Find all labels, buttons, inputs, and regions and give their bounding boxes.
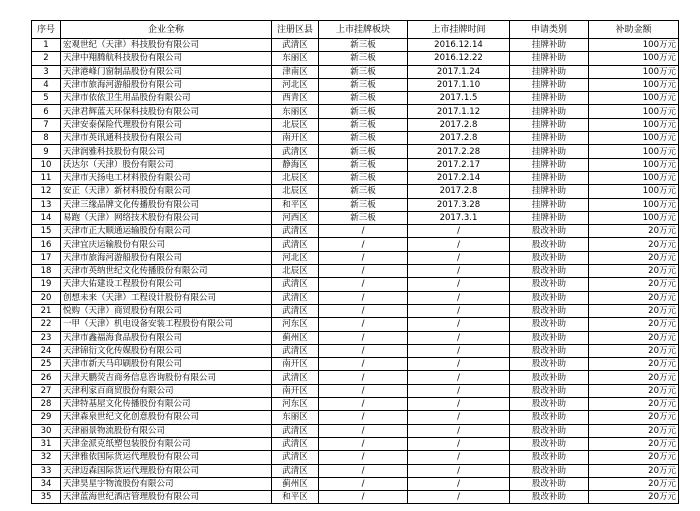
table-row bbox=[32, 251, 679, 264]
cell-company: 天津市正大顺通运输股份有限公司 bbox=[61, 225, 272, 238]
cell-amount: 100万元 bbox=[589, 198, 679, 211]
table-row bbox=[32, 105, 679, 118]
table-row bbox=[32, 451, 679, 464]
table-row bbox=[32, 225, 679, 238]
cell-company: 天津蓝海世纪酒店管理股份有限公司 bbox=[61, 491, 272, 504]
cell-no: 21 bbox=[32, 304, 61, 317]
cell-date: / bbox=[408, 238, 510, 251]
table-row bbox=[32, 384, 679, 397]
cell-company: 天津安泰保险代理股份有限公司 bbox=[61, 118, 272, 131]
cell-amount: 100万元 bbox=[589, 78, 679, 91]
table-row bbox=[32, 198, 679, 211]
header-cell-amount: 补助金额 bbox=[589, 21, 679, 39]
cell-type: 股改补助 bbox=[510, 384, 589, 397]
cell-no: 16 bbox=[32, 238, 61, 251]
cell-company: 悦购（天津）商贸股份有限公司 bbox=[61, 304, 272, 317]
cell-type: 股改补助 bbox=[510, 225, 589, 238]
cell-no: 7 bbox=[32, 118, 61, 131]
cell-company: 天津金派克纸塑包装股份有限公司 bbox=[61, 437, 272, 450]
cell-date: / bbox=[408, 318, 510, 331]
cell-date: / bbox=[408, 464, 510, 477]
cell-district: 蓟州区 bbox=[272, 477, 319, 490]
cell-date: 2016.12.22 bbox=[408, 52, 510, 65]
cell-district: 北辰区 bbox=[272, 265, 319, 278]
cell-amount: 20万元 bbox=[589, 251, 679, 264]
cell-company: 天津宜庆运输股份有限公司 bbox=[61, 238, 272, 251]
table-row bbox=[32, 464, 679, 477]
cell-amount: 20万元 bbox=[589, 318, 679, 331]
table-row bbox=[32, 411, 679, 424]
cell-no: 10 bbox=[32, 158, 61, 171]
cell-no: 20 bbox=[32, 291, 61, 304]
table-row bbox=[32, 78, 679, 91]
cell-company: 易跑（天津）网络技术股份有限公司 bbox=[61, 211, 272, 224]
cell-board: / bbox=[319, 437, 408, 450]
cell-amount: 100万元 bbox=[589, 65, 679, 78]
table-header-row bbox=[32, 21, 679, 39]
cell-district: 武清区 bbox=[272, 451, 319, 464]
cell-amount: 20万元 bbox=[589, 371, 679, 384]
cell-board: / bbox=[319, 304, 408, 317]
cell-no: 30 bbox=[32, 424, 61, 437]
cell-type: 股改补助 bbox=[510, 318, 589, 331]
cell-no: 15 bbox=[32, 225, 61, 238]
cell-district: 河北区 bbox=[272, 251, 319, 264]
cell-amount: 20万元 bbox=[589, 464, 679, 477]
cell-no: 22 bbox=[32, 318, 61, 331]
header-cell-no: 序号 bbox=[32, 21, 61, 39]
cell-type: 股改补助 bbox=[510, 331, 589, 344]
cell-company: 天津润雅科技股份有限公司 bbox=[61, 145, 272, 158]
cell-no: 32 bbox=[32, 451, 61, 464]
cell-amount: 100万元 bbox=[589, 92, 679, 105]
cell-board: 新三板 bbox=[319, 78, 408, 91]
cell-type: 股改补助 bbox=[510, 398, 589, 411]
table-row bbox=[32, 318, 679, 331]
cell-district: 东丽区 bbox=[272, 52, 319, 65]
cell-date: / bbox=[408, 371, 510, 384]
cell-company: 天津锦衍文化传媒股份有限公司 bbox=[61, 344, 272, 357]
cell-company: 天津雅依国际货运代理股份有限公司 bbox=[61, 451, 272, 464]
table-row bbox=[32, 171, 679, 184]
cell-amount: 20万元 bbox=[589, 477, 679, 490]
table-row bbox=[32, 371, 679, 384]
cell-amount: 20万元 bbox=[589, 344, 679, 357]
cell-district: 南开区 bbox=[272, 384, 319, 397]
table-row bbox=[32, 424, 679, 437]
cell-amount: 100万元 bbox=[589, 39, 679, 52]
cell-district: 武清区 bbox=[272, 304, 319, 317]
header-cell-date: 上市挂牌时间 bbox=[408, 21, 510, 39]
cell-district: 武清区 bbox=[272, 371, 319, 384]
cell-date: 2017.1.12 bbox=[408, 105, 510, 118]
cell-company: 天津市旅海河游船股份有限公司 bbox=[61, 78, 272, 91]
cell-board: / bbox=[319, 491, 408, 504]
cell-amount: 20万元 bbox=[589, 424, 679, 437]
cell-board: / bbox=[319, 251, 408, 264]
cell-no: 17 bbox=[32, 251, 61, 264]
cell-type: 股改补助 bbox=[510, 238, 589, 251]
cell-district: 武清区 bbox=[272, 464, 319, 477]
cell-no: 8 bbox=[32, 132, 61, 145]
cell-no: 9 bbox=[32, 145, 61, 158]
cell-type: 挂牌补助 bbox=[510, 65, 589, 78]
cell-company: 天津昊星宇物流股份有限公司 bbox=[61, 477, 272, 490]
cell-date: 2017.2.8 bbox=[408, 185, 510, 198]
cell-date: 2017.1.24 bbox=[408, 65, 510, 78]
cell-amount: 20万元 bbox=[589, 411, 679, 424]
cell-board: / bbox=[319, 451, 408, 464]
cell-district: 津南区 bbox=[272, 65, 319, 78]
cell-district: 和平区 bbox=[272, 198, 319, 211]
cell-type: 挂牌补助 bbox=[510, 52, 589, 65]
cell-district: 武清区 bbox=[272, 424, 319, 437]
cell-no: 1 bbox=[32, 39, 61, 52]
table-row bbox=[32, 39, 679, 52]
cell-no: 6 bbox=[32, 105, 61, 118]
cell-amount: 20万元 bbox=[589, 265, 679, 278]
table-row bbox=[32, 118, 679, 131]
header-cell-board: 上市挂牌板块 bbox=[319, 21, 408, 39]
cell-amount: 20万元 bbox=[589, 384, 679, 397]
header-cell-district: 注册区县 bbox=[272, 21, 319, 39]
cell-district: 东丽区 bbox=[272, 411, 319, 424]
cell-company: 天津市英纳世纪文化传播股份有限公司 bbox=[61, 265, 272, 278]
header-cell-type: 申请类别 bbox=[510, 21, 589, 39]
table-row bbox=[32, 491, 679, 504]
table-row bbox=[32, 52, 679, 65]
cell-company: 天津丽景物流股份有限公司 bbox=[61, 424, 272, 437]
cell-type: 挂牌补助 bbox=[510, 132, 589, 145]
cell-date: / bbox=[408, 358, 510, 371]
header-cell-company: 企业全称 bbox=[61, 21, 272, 39]
table-row bbox=[32, 304, 679, 317]
cell-amount: 100万元 bbox=[589, 145, 679, 158]
cell-no: 35 bbox=[32, 491, 61, 504]
cell-district: 武清区 bbox=[272, 278, 319, 291]
cell-no: 19 bbox=[32, 278, 61, 291]
cell-company: 天津市旅海河游船股份有限公司 bbox=[61, 251, 272, 264]
cell-board: / bbox=[319, 477, 408, 490]
cell-type: 股改补助 bbox=[510, 411, 589, 424]
cell-type: 股改补助 bbox=[510, 424, 589, 437]
cell-board: 新三板 bbox=[319, 211, 408, 224]
cell-board: 新三板 bbox=[319, 92, 408, 105]
cell-date: / bbox=[408, 278, 510, 291]
cell-amount: 100万元 bbox=[589, 211, 679, 224]
cell-board: 新三板 bbox=[319, 118, 408, 131]
cell-district: 北辰区 bbox=[272, 185, 319, 198]
cell-amount: 20万元 bbox=[589, 398, 679, 411]
cell-company: 天津三缘品牌文化传播股份有限公司 bbox=[61, 198, 272, 211]
cell-date: 2017.2.8 bbox=[408, 132, 510, 145]
cell-no: 13 bbox=[32, 198, 61, 211]
cell-no: 14 bbox=[32, 211, 61, 224]
cell-district: 南开区 bbox=[272, 358, 319, 371]
table-row bbox=[32, 398, 679, 411]
cell-date: / bbox=[408, 437, 510, 450]
cell-board: / bbox=[319, 411, 408, 424]
cell-date: / bbox=[408, 304, 510, 317]
cell-company: 天津特基屋文化传播股份有限公司 bbox=[61, 398, 272, 411]
table-row bbox=[32, 331, 679, 344]
cell-district: 西青区 bbox=[272, 92, 319, 105]
subsidy-table bbox=[31, 20, 679, 504]
cell-type: 股改补助 bbox=[510, 358, 589, 371]
cell-amount: 100万元 bbox=[589, 52, 679, 65]
cell-date: / bbox=[408, 251, 510, 264]
cell-district: 河西区 bbox=[272, 211, 319, 224]
table-row bbox=[32, 278, 679, 291]
cell-board: / bbox=[319, 344, 408, 357]
cell-type: 股改补助 bbox=[510, 477, 589, 490]
cell-no: 31 bbox=[32, 437, 61, 450]
table-row bbox=[32, 265, 679, 278]
cell-no: 25 bbox=[32, 358, 61, 371]
cell-date: / bbox=[408, 265, 510, 278]
cell-type: 挂牌补助 bbox=[510, 185, 589, 198]
table-row bbox=[32, 145, 679, 158]
cell-board: 新三板 bbox=[319, 145, 408, 158]
cell-no: 5 bbox=[32, 92, 61, 105]
cell-date: / bbox=[408, 344, 510, 357]
cell-amount: 20万元 bbox=[589, 358, 679, 371]
cell-board: / bbox=[319, 331, 408, 344]
cell-district: 东丽区 bbox=[272, 105, 319, 118]
cell-board: / bbox=[319, 265, 408, 278]
cell-no: 12 bbox=[32, 185, 61, 198]
cell-district: 北辰区 bbox=[272, 118, 319, 131]
cell-district: 武清区 bbox=[272, 291, 319, 304]
cell-company: 天津君辉蓝天环保科技股份有限公司 bbox=[61, 105, 272, 118]
cell-company: 创想未来（天津）工程设计股份有限公司 bbox=[61, 291, 272, 304]
cell-no: 26 bbox=[32, 371, 61, 384]
cell-date: 2017.1.5 bbox=[408, 92, 510, 105]
cell-no: 28 bbox=[32, 398, 61, 411]
cell-no: 2 bbox=[32, 52, 61, 65]
table-row bbox=[32, 358, 679, 371]
cell-board: 新三板 bbox=[319, 132, 408, 145]
cell-amount: 100万元 bbox=[589, 171, 679, 184]
table-row bbox=[32, 132, 679, 145]
cell-date: / bbox=[408, 384, 510, 397]
cell-no: 24 bbox=[32, 344, 61, 357]
cell-board: / bbox=[319, 225, 408, 238]
cell-company: 天津森泉世纪文化创意股份有限公司 bbox=[61, 411, 272, 424]
cell-district: 武清区 bbox=[272, 145, 319, 158]
cell-board: / bbox=[319, 291, 408, 304]
cell-date: / bbox=[408, 451, 510, 464]
cell-type: 股改补助 bbox=[510, 371, 589, 384]
cell-type: 挂牌补助 bbox=[510, 145, 589, 158]
cell-date: 2017.3.1 bbox=[408, 211, 510, 224]
cell-date: / bbox=[408, 491, 510, 504]
cell-amount: 20万元 bbox=[589, 437, 679, 450]
cell-no: 4 bbox=[32, 78, 61, 91]
cell-amount: 100万元 bbox=[589, 158, 679, 171]
cell-company: 天津市英讯通科技股份有限公司 bbox=[61, 132, 272, 145]
cell-no: 34 bbox=[32, 477, 61, 490]
cell-amount: 100万元 bbox=[589, 185, 679, 198]
cell-date: 2017.1.10 bbox=[408, 78, 510, 91]
cell-date: 2017.2.17 bbox=[408, 158, 510, 171]
cell-company: 天津天鹏荧吉商务信息咨询股份有限公司 bbox=[61, 371, 272, 384]
cell-board: / bbox=[319, 384, 408, 397]
cell-type: 挂牌补助 bbox=[510, 92, 589, 105]
cell-board: 新三板 bbox=[319, 185, 408, 198]
cell-type: 挂牌补助 bbox=[510, 171, 589, 184]
cell-board: / bbox=[319, 424, 408, 437]
table-row bbox=[32, 238, 679, 251]
cell-type: 股改补助 bbox=[510, 464, 589, 477]
cell-district: 蓟州区 bbox=[272, 331, 319, 344]
cell-board: / bbox=[319, 238, 408, 251]
cell-type: 股改补助 bbox=[510, 304, 589, 317]
cell-type: 挂牌补助 bbox=[510, 198, 589, 211]
cell-amount: 20万元 bbox=[589, 331, 679, 344]
cell-date: 2016.12.14 bbox=[408, 39, 510, 52]
table-row bbox=[32, 92, 679, 105]
cell-type: 股改补助 bbox=[510, 291, 589, 304]
cell-type: 股改补助 bbox=[510, 265, 589, 278]
cell-company: 天津市依依卫生用品股份有限公司 bbox=[61, 92, 272, 105]
cell-board: 新三板 bbox=[319, 198, 408, 211]
cell-type: 挂牌补助 bbox=[510, 118, 589, 131]
cell-type: 挂牌补助 bbox=[510, 158, 589, 171]
table-row bbox=[32, 158, 679, 171]
table-row bbox=[32, 344, 679, 357]
cell-board: 新三板 bbox=[319, 158, 408, 171]
table-row bbox=[32, 185, 679, 198]
cell-district: 武清区 bbox=[272, 39, 319, 52]
cell-amount: 20万元 bbox=[589, 304, 679, 317]
cell-district: 北辰区 bbox=[272, 171, 319, 184]
cell-no: 11 bbox=[32, 171, 61, 184]
cell-district: 武清区 bbox=[272, 344, 319, 357]
cell-type: 股改补助 bbox=[510, 344, 589, 357]
cell-board: 新三板 bbox=[319, 171, 408, 184]
cell-no: 18 bbox=[32, 265, 61, 278]
cell-district: 河东区 bbox=[272, 398, 319, 411]
cell-date: 2017.2.8 bbox=[408, 118, 510, 131]
cell-company: 宏观世纪（天津）科技股份有限公司 bbox=[61, 39, 272, 52]
cell-company: 天津利家百商贸股份有限公司 bbox=[61, 384, 272, 397]
table-row bbox=[32, 291, 679, 304]
cell-company: 天津市鑫福海食品股份有限公司 bbox=[61, 331, 272, 344]
cell-board: / bbox=[319, 278, 408, 291]
cell-type: 股改补助 bbox=[510, 451, 589, 464]
table-row bbox=[32, 65, 679, 78]
cell-type: 挂牌补助 bbox=[510, 39, 589, 52]
cell-date: / bbox=[408, 424, 510, 437]
cell-district: 武清区 bbox=[272, 225, 319, 238]
cell-board: / bbox=[319, 398, 408, 411]
cell-district: 河东区 bbox=[272, 318, 319, 331]
cell-type: 股改补助 bbox=[510, 491, 589, 504]
cell-no: 33 bbox=[32, 464, 61, 477]
cell-type: 股改补助 bbox=[510, 251, 589, 264]
cell-amount: 20万元 bbox=[589, 238, 679, 251]
cell-board: / bbox=[319, 318, 408, 331]
cell-type: 挂牌补助 bbox=[510, 211, 589, 224]
cell-amount: 100万元 bbox=[589, 105, 679, 118]
cell-board: 新三板 bbox=[319, 39, 408, 52]
cell-company: 天津市新天马印刷股份有限公司 bbox=[61, 358, 272, 371]
cell-date: / bbox=[408, 477, 510, 490]
cell-date: / bbox=[408, 225, 510, 238]
cell-board: 新三板 bbox=[319, 105, 408, 118]
cell-date: 2017.3.28 bbox=[408, 198, 510, 211]
cell-no: 23 bbox=[32, 331, 61, 344]
cell-district: 南开区 bbox=[272, 132, 319, 145]
cell-amount: 20万元 bbox=[589, 291, 679, 304]
cell-amount: 20万元 bbox=[589, 451, 679, 464]
cell-date: 2017.2.28 bbox=[408, 145, 510, 158]
cell-district: 和平区 bbox=[272, 491, 319, 504]
cell-type: 挂牌补助 bbox=[510, 105, 589, 118]
table-body bbox=[32, 39, 679, 504]
cell-district: 静海区 bbox=[272, 158, 319, 171]
cell-date: / bbox=[408, 398, 510, 411]
cell-company: 安正（天津）新材料股份有限公司 bbox=[61, 185, 272, 198]
cell-date: 2017.2.14 bbox=[408, 171, 510, 184]
cell-district: 武清区 bbox=[272, 437, 319, 450]
cell-date: / bbox=[408, 291, 510, 304]
cell-company: 一甲（天津）机电设备安装工程股份有限公司 bbox=[61, 318, 272, 331]
table-row bbox=[32, 211, 679, 224]
cell-company: 天津大佑建设工程股份有限公司 bbox=[61, 278, 272, 291]
cell-amount: 20万元 bbox=[589, 225, 679, 238]
cell-company: 天津市天扬电工材料股份有限公司 bbox=[61, 171, 272, 184]
cell-board: 新三板 bbox=[319, 65, 408, 78]
cell-no: 27 bbox=[32, 384, 61, 397]
cell-district: 武清区 bbox=[272, 238, 319, 251]
cell-amount: 20万元 bbox=[589, 278, 679, 291]
table-row bbox=[32, 477, 679, 490]
cell-type: 股改补助 bbox=[510, 437, 589, 450]
cell-company: 天津港峰门窗制品股份有限公司 bbox=[61, 65, 272, 78]
cell-district: 河北区 bbox=[272, 78, 319, 91]
table-row bbox=[32, 437, 679, 450]
cell-amount: 20万元 bbox=[589, 491, 679, 504]
cell-type: 挂牌补助 bbox=[510, 78, 589, 91]
cell-board: / bbox=[319, 464, 408, 477]
cell-board: 新三板 bbox=[319, 52, 408, 65]
cell-no: 3 bbox=[32, 65, 61, 78]
cell-company: 天津中翔腾航科技股份有限公司 bbox=[61, 52, 272, 65]
cell-company: 沃达尔（天津）股份有限公司 bbox=[61, 158, 272, 171]
cell-type: 股改补助 bbox=[510, 278, 589, 291]
cell-board: / bbox=[319, 371, 408, 384]
cell-date: / bbox=[408, 331, 510, 344]
cell-board: / bbox=[319, 358, 408, 371]
cell-no: 29 bbox=[32, 411, 61, 424]
cell-amount: 100万元 bbox=[589, 132, 679, 145]
cell-date: / bbox=[408, 411, 510, 424]
cell-company: 天津迈森国际货运代理股份有限公司 bbox=[61, 464, 272, 477]
cell-amount: 100万元 bbox=[589, 118, 679, 131]
